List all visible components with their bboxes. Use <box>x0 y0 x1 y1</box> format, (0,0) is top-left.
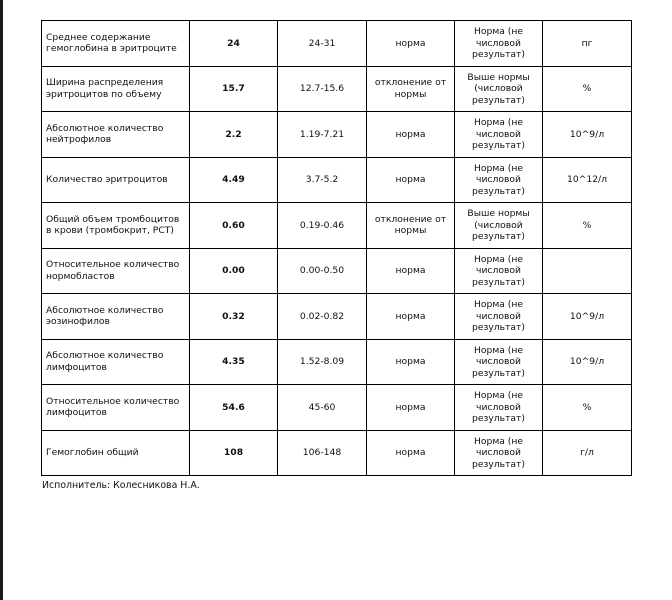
test-name: Абсолютное количество нейтрофилов <box>42 112 190 158</box>
status: отклонение от нормы <box>367 66 455 112</box>
table-row <box>42 339 632 385</box>
status: норма <box>367 157 455 203</box>
reference-range: 24-31 <box>278 21 367 67</box>
status: норма <box>367 248 455 294</box>
unit <box>543 248 632 294</box>
test-name: Абсолютное количество эозинофилов <box>42 294 190 340</box>
reference-range: 106-148 <box>278 430 367 476</box>
status: норма <box>367 430 455 476</box>
test-value: 15.7 <box>190 66 278 112</box>
reference-range: 3.7-5.2 <box>278 157 367 203</box>
reference-range: 1.52-8.09 <box>278 339 367 385</box>
test-value: 4.49 <box>190 157 278 203</box>
test-name: Общий объем тромбоцитов в крови (тромбокрит, PCT) <box>42 203 190 249</box>
status: норма <box>367 21 455 67</box>
status: норма <box>367 385 455 431</box>
test-value: 108 <box>190 430 278 476</box>
unit: 10^12/л <box>543 157 632 203</box>
reference-range: 0.00-0.50 <box>278 248 367 294</box>
unit: % <box>543 66 632 112</box>
reference-range: 1.19-7.21 <box>278 112 367 158</box>
test-value: 54.6 <box>190 385 278 431</box>
executor-signature-line: Исполнитель: Колесникова Н.А. <box>42 480 200 491</box>
document-page <box>3 0 672 600</box>
status: норма <box>367 294 455 340</box>
comment: Выше нормы (числовой результат) <box>455 66 543 112</box>
comment: Норма (не числовой результат) <box>455 248 543 294</box>
unit: 10^9/л <box>543 339 632 385</box>
status: норма <box>367 339 455 385</box>
unit: г/л <box>543 430 632 476</box>
test-name: Относительное количество нормобластов <box>42 248 190 294</box>
unit: % <box>543 385 632 431</box>
comment: Выше нормы (числовой результат) <box>455 203 543 249</box>
table-row <box>42 385 632 431</box>
unit: пг <box>543 21 632 67</box>
reference-range: 45-60 <box>278 385 367 431</box>
comment: Норма (не числовой результат) <box>455 385 543 431</box>
test-name: Относительное количество лимфоцитов <box>42 385 190 431</box>
unit: 10^9/л <box>543 112 632 158</box>
comment: Норма (не числовой результат) <box>455 21 543 67</box>
status: норма <box>367 112 455 158</box>
unit: % <box>543 203 632 249</box>
test-value: 4.35 <box>190 339 278 385</box>
test-name: Среднее содержание гемоглобина в эритроците <box>42 21 190 67</box>
reference-range: 0.19-0.46 <box>278 203 367 249</box>
lab-results-table <box>41 20 632 476</box>
table-row <box>42 430 632 476</box>
table-row <box>42 248 632 294</box>
table-row <box>42 294 632 340</box>
reference-range: 12.7-15.6 <box>278 66 367 112</box>
status: отклонение от нормы <box>367 203 455 249</box>
test-name: Ширина распределения эритроцитов по объему <box>42 66 190 112</box>
test-name: Абсолютное количество лимфоцитов <box>42 339 190 385</box>
table-row <box>42 112 632 158</box>
comment: Норма (не числовой результат) <box>455 339 543 385</box>
comment: Норма (не числовой результат) <box>455 294 543 340</box>
unit: 10^9/л <box>543 294 632 340</box>
comment: Норма (не числовой результат) <box>455 112 543 158</box>
test-value: 0.60 <box>190 203 278 249</box>
test-value: 24 <box>190 21 278 67</box>
test-value: 0.00 <box>190 248 278 294</box>
table-row <box>42 157 632 203</box>
table-row <box>42 66 632 112</box>
reference-range: 0.02-0.82 <box>278 294 367 340</box>
comment: Норма (не числовой результат) <box>455 157 543 203</box>
test-value: 2.2 <box>190 112 278 158</box>
comment: Норма (не числовой результат) <box>455 430 543 476</box>
lab-results-body <box>42 21 632 476</box>
test-name: Количество эритроцитов <box>42 157 190 203</box>
table-row <box>42 203 632 249</box>
table-row <box>42 21 632 67</box>
test-name: Гемоглобин общий <box>42 430 190 476</box>
test-value: 0.32 <box>190 294 278 340</box>
